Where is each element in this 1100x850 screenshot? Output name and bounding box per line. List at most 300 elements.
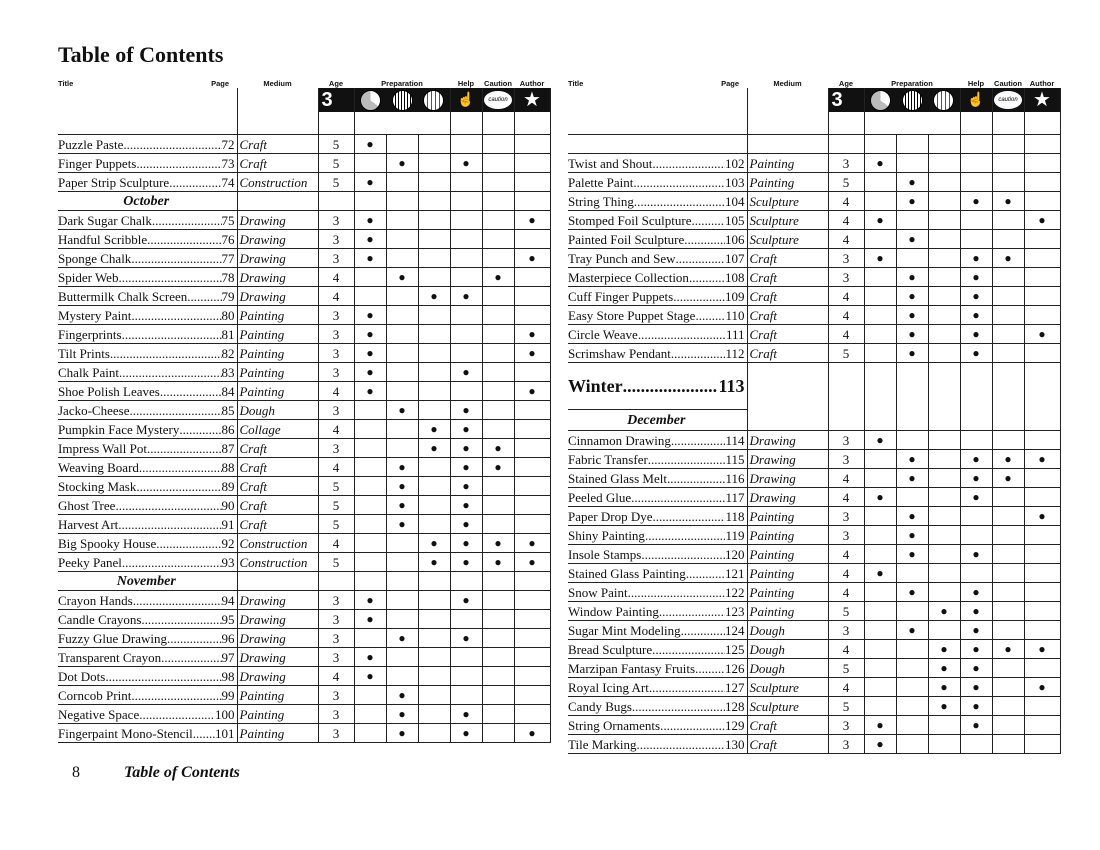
preparation-icon-cell	[354, 88, 450, 135]
leader-dots	[152, 212, 222, 229]
leader-dots	[692, 212, 726, 229]
bullet-dot: ●	[972, 451, 980, 466]
table-row	[58, 591, 550, 610]
help-col-cell	[450, 268, 482, 287]
entry-title: Finger Puppets	[58, 155, 137, 171]
entry-page: 100	[215, 706, 235, 722]
prep-col-1-cell	[864, 249, 896, 268]
prep-col-3-cell	[418, 230, 450, 249]
season-spacer-cell	[992, 363, 1024, 410]
prep-col-1-cell	[864, 287, 896, 306]
bullet-dot: ●	[972, 307, 980, 322]
caution-icon-cell	[992, 88, 1024, 135]
caution-col-cell	[992, 249, 1024, 268]
table-row	[568, 488, 1060, 507]
icon-row	[58, 88, 550, 135]
entry-title: Shiny Painting	[568, 527, 645, 543]
bullet-dot: ●	[972, 193, 980, 208]
entry-age: 3	[828, 450, 864, 469]
author-col-cell	[1024, 230, 1060, 249]
bullet-dot: ●	[1004, 451, 1012, 466]
table-row	[568, 325, 1060, 344]
entry-medium: Craft	[747, 344, 828, 363]
entry-title: Twist and Shout	[568, 155, 653, 171]
author-col-cell	[1024, 325, 1060, 344]
entry-title-cell	[58, 173, 237, 192]
caution-col-cell	[992, 431, 1024, 450]
table-row	[568, 249, 1060, 268]
entry-page: 82	[221, 345, 235, 361]
author-col-cell	[514, 173, 550, 192]
entry-age: 5	[318, 173, 354, 192]
table-row	[568, 211, 1060, 230]
entry-title: Fingerpaint Mono-Stencil	[58, 725, 193, 741]
caution-col-cell	[482, 496, 514, 515]
age-three-icon: 3	[319, 88, 354, 112]
month-spacer-cell	[386, 192, 418, 211]
entry-page: 117	[725, 489, 745, 505]
entry-page: 90	[221, 497, 235, 513]
prep-col-2-cell	[896, 249, 928, 268]
table-row	[58, 477, 550, 496]
entry-age: 4	[828, 564, 864, 583]
caution-col-cell	[482, 477, 514, 496]
bullet-dot: ●	[398, 630, 406, 645]
author-col-cell	[514, 648, 550, 667]
prep-col-3-cell	[928, 306, 960, 325]
entry-medium: Sculpture	[747, 678, 828, 697]
entry-title: Fingerprints	[58, 326, 122, 342]
entry-age: 4	[828, 211, 864, 230]
entry-page: 89	[221, 478, 235, 494]
leader-dots	[637, 736, 726, 753]
leader-dots	[641, 546, 725, 563]
author-col-cell	[514, 230, 550, 249]
bullet-dot: ●	[1004, 641, 1012, 656]
header-title: Title	[58, 79, 74, 88]
entry-title: Sugar Mint Modeling	[568, 622, 681, 638]
entry-title-cell	[568, 564, 747, 583]
month-spacer-cell	[354, 572, 386, 591]
month-spacer-cell	[1024, 410, 1060, 431]
prep-col-2-cell	[386, 439, 418, 458]
prep-col-2-cell	[896, 192, 928, 211]
help-col-cell	[960, 287, 992, 306]
entry-page: 96	[221, 630, 235, 646]
entry-title: Negative Space	[58, 706, 140, 722]
prep-col-3-cell	[928, 268, 960, 287]
prep-col-1-cell	[864, 564, 896, 583]
entry-title: Fabric Transfer	[568, 451, 648, 467]
entry-medium: Painting	[237, 344, 318, 363]
entry-page: 120	[725, 546, 745, 562]
prep-col-2-cell	[386, 724, 418, 743]
prep-col-2-cell	[386, 629, 418, 648]
prep-col-3-cell	[928, 659, 960, 678]
entry-title: Harvest Art	[58, 516, 119, 532]
caution-col-cell	[482, 325, 514, 344]
entry-title-cell	[568, 344, 747, 363]
author-col-cell	[1024, 507, 1060, 526]
help-col-cell	[960, 431, 992, 450]
bullet-dot: ●	[528, 554, 536, 569]
bullet-dot: ●	[366, 307, 374, 322]
entry-title-cell	[58, 135, 237, 154]
entry-medium: Craft	[237, 154, 318, 173]
month-spacer-cell	[928, 410, 960, 431]
table-row	[58, 382, 550, 401]
entry-age: 5	[318, 135, 354, 154]
help-col-cell	[960, 602, 992, 621]
age-three-icon: 3	[829, 88, 864, 112]
prep-col-3-cell	[418, 629, 450, 648]
table-row	[568, 564, 1060, 583]
author-col-cell	[514, 344, 550, 363]
bullet-dot: ●	[1038, 212, 1046, 227]
month-spacer-cell	[482, 192, 514, 211]
entry-medium: Painting	[747, 154, 828, 173]
help-col-cell	[960, 583, 992, 602]
bullet-dot: ●	[366, 592, 374, 607]
entry-age: 5	[828, 173, 864, 192]
entry-medium: Drawing	[237, 591, 318, 610]
caution-col-cell	[992, 344, 1024, 363]
leader-dots	[131, 307, 221, 324]
prep-col-2-cell	[386, 344, 418, 363]
prep-col-3-cell	[418, 534, 450, 553]
entry-medium: Craft	[237, 477, 318, 496]
prep-col-3-cell	[418, 249, 450, 268]
spacer-age	[828, 135, 864, 154]
caution-col-cell	[482, 306, 514, 325]
entry-medium: Drawing	[747, 469, 828, 488]
prep-col-1-cell	[354, 211, 386, 230]
prep-col-2-cell	[386, 648, 418, 667]
author-col-cell	[1024, 526, 1060, 545]
help-col-cell	[960, 154, 992, 173]
prep-col-2-cell	[896, 173, 928, 192]
entry-medium: Drawing	[237, 249, 318, 268]
entry-page: 116	[725, 470, 745, 486]
column-header-row	[58, 72, 550, 88]
entry-page: 118	[725, 508, 745, 524]
prep-col-1-cell	[354, 154, 386, 173]
leader-dots	[118, 269, 221, 286]
entry-title: Peeled Glue	[568, 489, 632, 505]
table-row	[58, 496, 550, 515]
entry-page: 125	[725, 641, 745, 657]
entry-age: 4	[318, 667, 354, 686]
bullet-dot: ●	[972, 679, 980, 694]
prep-col-2-cell	[386, 667, 418, 686]
entry-title: Bread Sculpture	[568, 641, 653, 657]
entry-medium: Dough	[747, 640, 828, 659]
prep-col-2-cell	[386, 306, 418, 325]
table-row	[568, 192, 1060, 211]
prep-col-1-cell	[864, 450, 896, 469]
table-row	[58, 553, 550, 572]
prep-col-1-cell	[354, 724, 386, 743]
prep-col-2-cell	[896, 344, 928, 363]
bullet-dot: ●	[908, 584, 916, 599]
entry-medium: Craft	[237, 515, 318, 534]
prep-col-3-cell	[928, 211, 960, 230]
table-row	[568, 602, 1060, 621]
help-col-cell	[450, 211, 482, 230]
bullet-dot: ●	[876, 565, 884, 580]
table-row	[568, 431, 1060, 450]
author-col-cell	[1024, 545, 1060, 564]
entry-page: 85	[221, 402, 235, 418]
entry-age: 3	[828, 249, 864, 268]
help-col-cell	[450, 477, 482, 496]
prep-col-1-cell	[864, 583, 896, 602]
leader-dots	[684, 231, 725, 248]
author-col-cell	[1024, 678, 1060, 697]
caution-col-cell	[992, 735, 1024, 754]
leader-dots	[695, 660, 725, 677]
spacer-title	[568, 135, 747, 154]
entry-title: Buttermilk Chalk Screen	[58, 288, 188, 304]
month-heading-row	[568, 410, 1060, 431]
prep-col-3-cell	[418, 382, 450, 401]
bullet-dot: ●	[876, 489, 884, 504]
author-col-cell	[514, 325, 550, 344]
entry-title: Snow Paint	[568, 584, 628, 600]
entry-page: 106	[725, 231, 745, 247]
entry-page: 111	[725, 326, 745, 342]
leader-dots	[122, 326, 222, 343]
prep-col-3-cell	[928, 173, 960, 192]
entry-age: 4	[828, 640, 864, 659]
help-col-cell	[960, 526, 992, 545]
preparation-icon-cell	[864, 88, 960, 135]
bullet-dot: ●	[528, 345, 536, 360]
bullet-dot: ●	[398, 155, 406, 170]
leader-dots	[161, 649, 221, 666]
bullet-dot: ●	[462, 478, 470, 493]
help-col-cell	[450, 382, 482, 401]
prep-col-3-cell	[418, 154, 450, 173]
bullet-dot: ●	[908, 288, 916, 303]
table-row	[568, 640, 1060, 659]
leader-dots	[623, 378, 719, 395]
prep-col-1-cell	[864, 306, 896, 325]
entry-page: 76	[221, 231, 235, 247]
caution-col-cell	[992, 192, 1024, 211]
author-icon-cell	[1024, 88, 1060, 135]
preparation-clock-icons	[355, 88, 450, 112]
header-preparation: Preparation	[381, 79, 423, 88]
prep-col-2-cell	[386, 477, 418, 496]
entry-medium: Craft	[747, 735, 828, 754]
table-row	[568, 306, 1060, 325]
prep-col-2-cell	[896, 678, 928, 697]
bullet-dot: ●	[462, 421, 470, 436]
entry-age: 4	[318, 458, 354, 477]
caution-col-cell	[482, 667, 514, 686]
prep-col-1-cell	[864, 545, 896, 564]
table-row	[58, 610, 550, 629]
prep-col-2-cell	[386, 705, 418, 724]
prep-col-2-cell	[896, 488, 928, 507]
bullet-dot: ●	[398, 687, 406, 702]
month-spacer-cell	[992, 410, 1024, 431]
leader-dots	[628, 584, 725, 601]
entry-age: 5	[318, 553, 354, 572]
caution-col-cell	[482, 610, 514, 629]
help-hand-icon: ☝	[451, 88, 482, 112]
bullet-dot: ●	[940, 603, 948, 618]
prep-col-3-cell	[928, 344, 960, 363]
entry-page: 79	[221, 288, 235, 304]
prep-col-3-cell	[418, 724, 450, 743]
entry-age: 3	[318, 325, 354, 344]
entry-page: 99	[221, 687, 235, 703]
leader-dots	[689, 269, 725, 286]
entry-title-cell	[58, 496, 237, 515]
author-col-cell	[1024, 249, 1060, 268]
table-row	[568, 583, 1060, 602]
bullet-dot: ●	[366, 668, 374, 683]
prep-quarter-icon	[870, 90, 891, 111]
author-col-cell	[514, 553, 550, 572]
entry-title: Pumpkin Face Mystery	[58, 421, 180, 437]
author-col-cell	[1024, 583, 1060, 602]
entry-title-cell	[58, 477, 237, 496]
prep-col-3-cell	[928, 678, 960, 697]
entry-age: 3	[318, 705, 354, 724]
prep-col-2-cell	[896, 325, 928, 344]
entry-age: 3	[318, 610, 354, 629]
bullet-dot: ●	[908, 345, 916, 360]
prep-col-1-cell	[864, 697, 896, 716]
entry-medium: Painting	[747, 564, 828, 583]
bullet-dot: ●	[462, 554, 470, 569]
entry-medium: Drawing	[237, 648, 318, 667]
caution-col-cell	[992, 268, 1024, 287]
bullet-dot: ●	[366, 250, 374, 265]
entry-medium: Painting	[747, 507, 828, 526]
prep-col-2-cell	[386, 458, 418, 477]
help-col-cell	[960, 735, 992, 754]
help-col-cell	[450, 458, 482, 477]
author-col-cell	[1024, 154, 1060, 173]
bullet-dot: ●	[1038, 326, 1046, 341]
entry-page: 83	[221, 364, 235, 380]
prep-col-1-cell	[864, 735, 896, 754]
entry-age: 4	[318, 382, 354, 401]
bullet-dot: ●	[972, 326, 980, 341]
prep-col-2-cell	[896, 306, 928, 325]
bullet-dot: ●	[528, 326, 536, 341]
bullet-dot: ●	[462, 497, 470, 512]
leader-dots	[118, 516, 221, 533]
help-col-cell	[960, 640, 992, 659]
entry-age: 4	[828, 583, 864, 602]
author-col-cell	[1024, 306, 1060, 325]
entry-title-cell	[568, 287, 747, 306]
entry-title: Peeky Panel	[58, 554, 122, 570]
bullet-dot: ●	[972, 717, 980, 732]
page-title: Table of Contents	[58, 42, 224, 67]
table-row	[58, 724, 550, 743]
entry-title: Royal Icing Art	[568, 679, 649, 695]
entry-medium: Dough	[747, 659, 828, 678]
help-col-cell	[450, 496, 482, 515]
author-col-cell	[514, 667, 550, 686]
entry-age: 3	[318, 363, 354, 382]
caution-col-cell	[992, 154, 1024, 173]
table-row	[58, 230, 550, 249]
prep-col-3-cell	[928, 450, 960, 469]
column-header-title-page	[58, 72, 237, 88]
prep-col-3-cell	[418, 439, 450, 458]
entry-page: 78	[221, 269, 235, 285]
season-spacer-cell	[960, 363, 992, 410]
entry-title: Insole Stamps	[568, 546, 642, 562]
prep-col-1-cell	[354, 249, 386, 268]
entry-page: 114	[725, 432, 745, 448]
bullet-dot: ●	[1038, 641, 1046, 656]
author-col-cell	[1024, 450, 1060, 469]
header-age: Age	[328, 79, 344, 88]
prep-col-1-cell	[354, 325, 386, 344]
table-row	[58, 344, 550, 363]
help-col-cell	[450, 135, 482, 154]
author-col-cell	[514, 477, 550, 496]
entry-title-cell	[58, 591, 237, 610]
author-col-cell	[514, 705, 550, 724]
entry-title-cell	[568, 545, 747, 564]
prep-col-1-cell	[354, 401, 386, 420]
entry-page: 123	[725, 603, 745, 619]
table-row	[568, 469, 1060, 488]
entry-title: Fuzzy Glue Drawing	[58, 630, 168, 646]
author-col-cell	[514, 211, 550, 230]
entry-page: 129	[725, 717, 745, 733]
leader-dots	[133, 592, 222, 609]
prep-col-2-cell	[896, 450, 928, 469]
entry-medium: Sculpture	[747, 211, 828, 230]
header-author: Author	[519, 79, 545, 88]
table-row	[568, 450, 1060, 469]
bullet-dot: ●	[462, 706, 470, 721]
author-star-icon: ★	[515, 88, 550, 112]
bullet-dot: ●	[876, 212, 884, 227]
header-title: Title	[568, 79, 584, 88]
leader-dots	[695, 307, 725, 324]
leader-dots	[160, 383, 222, 400]
prep-col-2-cell	[386, 534, 418, 553]
entry-medium: Painting	[237, 686, 318, 705]
help-col-cell	[450, 724, 482, 743]
entry-title-cell	[58, 401, 237, 420]
age-icon-cell	[828, 88, 864, 135]
leader-dots	[638, 326, 726, 343]
entry-page: 98	[221, 668, 235, 684]
entry-age: 4	[828, 287, 864, 306]
caution-col-cell	[992, 230, 1024, 249]
leader-dots	[110, 345, 222, 362]
prep-col-1-cell	[354, 648, 386, 667]
prep-full-icon	[933, 90, 954, 111]
caution-col-cell	[992, 564, 1024, 583]
prep-col-3-cell	[928, 716, 960, 735]
author-col-cell	[514, 439, 550, 458]
prep-col-1-cell	[864, 659, 896, 678]
entry-title: Shoe Polish Leaves	[58, 383, 160, 399]
